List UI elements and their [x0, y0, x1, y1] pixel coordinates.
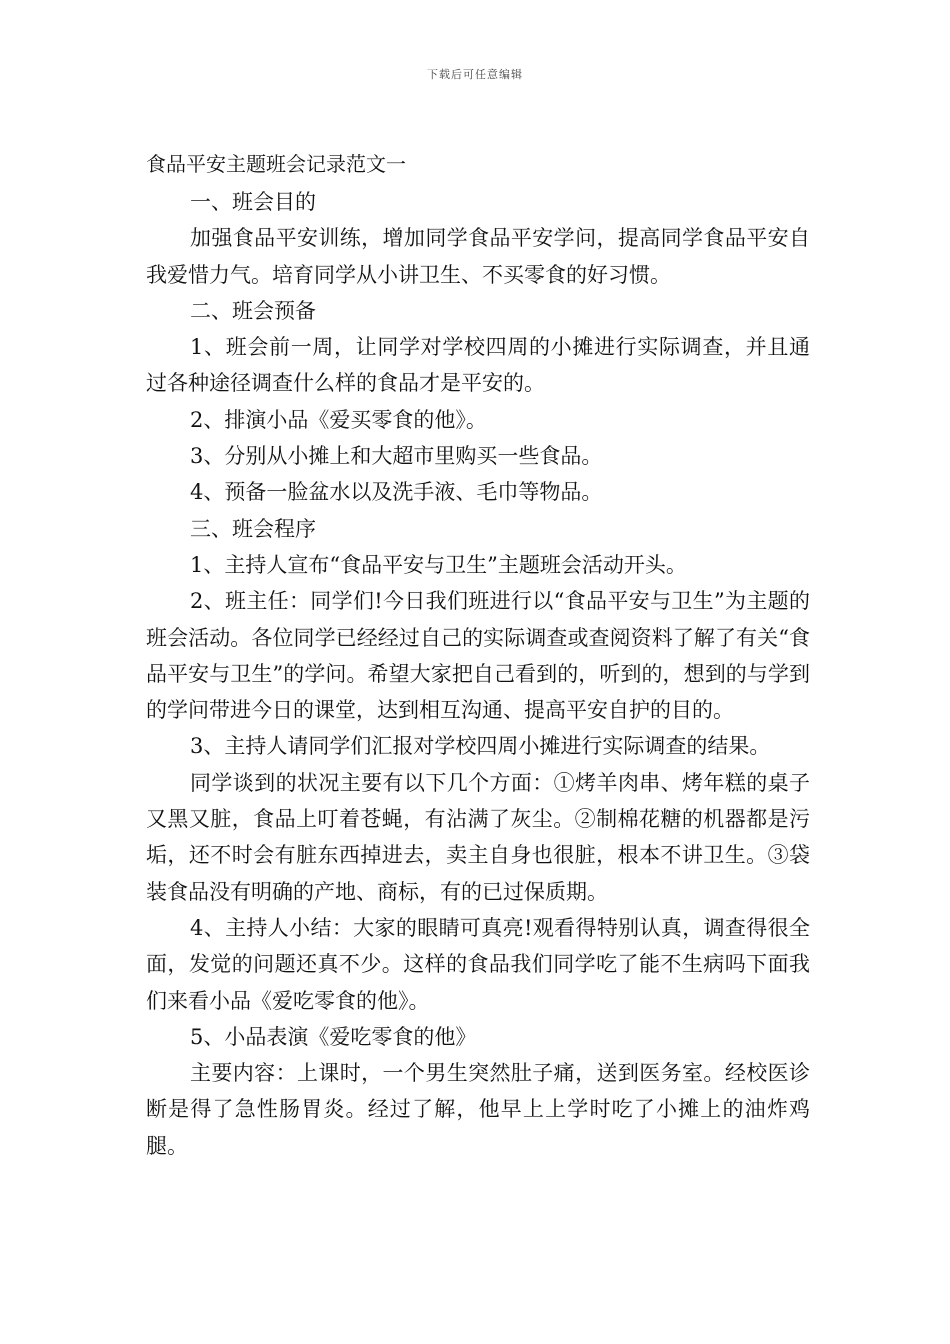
section-heading-preparation: 二、班会预备 — [190, 298, 316, 323]
document-title: 食品平安主题班会记录范文一 — [146, 152, 406, 176]
paragraph: 3、分别从小摊上和大超市里购买一些食品。 — [190, 444, 603, 469]
paragraph: 3、主持人请同学们汇报对学校四周小摊进行实际调查的结果。 — [190, 734, 771, 759]
paragraph: 1、主持人宣布“食品平安与卫生”主题班会活动开头。 — [190, 552, 687, 577]
paragraph: 同学谈到的状况主要有以下几个方面：①烤羊肉串、烤年糕的桌子又黑又脏，食品上叮着苍蝇，有沾满了灰尘。②制棉花糖的机器都是污垢，还不时会有脏东西掉进去，卖主自身也很脏，根本不讲卫生。③袋装食品没有明确的产地、商标，有的已过保质期。 — [146, 770, 810, 904]
paragraph: 2、排演小品《爱买零食的他》。 — [190, 407, 487, 432]
paragraph: 5、小品表演《爱吃零食的他》 — [190, 1024, 477, 1049]
paragraph: 4、预备一脸盆水以及洗手液、毛巾等物品。 — [190, 480, 603, 505]
section-heading-procedure: 三、班会程序 — [190, 516, 316, 541]
section-heading-purpose: 一、班会目的 — [190, 190, 316, 214]
paragraph: 4、主持人小结：大家的眼睛可真亮!观看得特别认真，调查得很全面，发觉的问题还真不少。这样的食品我们同学吃了能不生病吗下面我们来看小品《爱吃零食的他》。 — [146, 915, 810, 1013]
paragraph: 主要内容：上课时，一个男生突然肚子痛，送到医务室。经校医诊断是得了急性肠胃炎。经过了解，他早上上学时吃了小摊上的油炸鸡腿。 — [146, 1061, 810, 1158]
paragraph: 1、班会前一周，让同学对学校四周的小摊进行实际调查，并且通过各种途径调查什么样的食品才是平安的。 — [146, 335, 810, 396]
document-body — [146, 150, 810, 1164]
header-note: 下载后可任意编辑 — [427, 68, 523, 81]
paragraph: 加强食品平安训练，增加同学食品平安学问，提高同学食品平安自我爱惜力气。培育同学从小讲卫生、不买零食的好习惯。 — [146, 226, 810, 287]
paragraph: 2、班主任：同学们!今日我们班进行以“食品平安与卫生”为主题的班会活动。各位同学已经经过自己的实际调查或查阅资料了解了有关“食品平安与卫生”的学问。希望大家把自己看到的，听到的，想到的与学到的学问带进今日的课堂，达到相互沟通、提高平安自护的目的。 — [146, 589, 810, 723]
